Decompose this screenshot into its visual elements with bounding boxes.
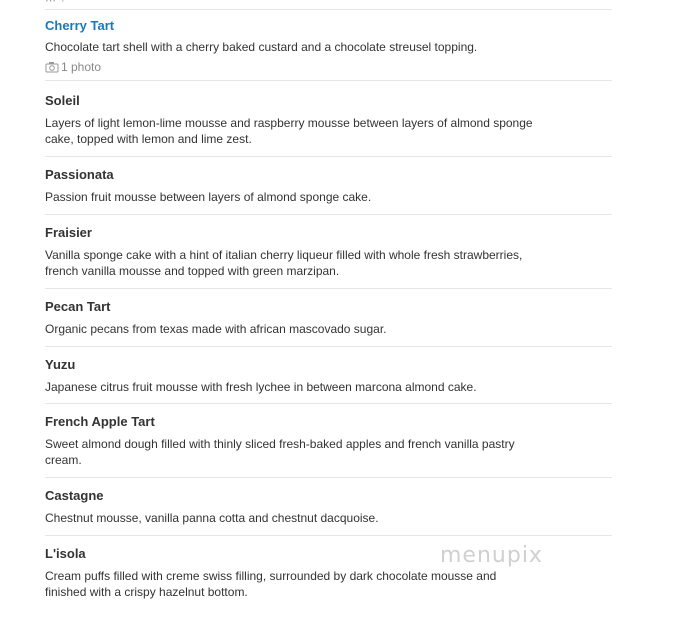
menu-item (45, 10, 612, 81)
menu-item-description: Japanese citrus fruit mousse with fresh lychee in between marcona almond cake. (45, 380, 477, 394)
menu-item (45, 404, 612, 478)
menu-item (45, 347, 612, 404)
photo-count-label: 1 photo (61, 60, 102, 74)
menu-item-description: Vanilla sponge cake with a hint of italian cherry liqueur filled with whole fresh strawberries, french vanilla mousse and topped with green marzipan. (45, 248, 523, 278)
menu-item-name: Pecan Tart (45, 299, 111, 314)
menu-item (45, 215, 612, 289)
menu-item-name-link[interactable]: Cherry Tart (45, 18, 115, 33)
menu-item (45, 478, 612, 536)
watermark-logo: menupix (440, 543, 543, 568)
menu-item-name: Castagne (45, 488, 104, 503)
menu-item-name: French Apple Tart (45, 414, 155, 429)
menu-item (45, 157, 612, 215)
menu-item-description: Organic pecans from texas made with african mascovado sugar. (45, 322, 387, 336)
menu-item-description: Cream puffs filled with creme swiss filling, surrounded by dark chocolate mousse and finished with a crispy hazelnut bottom. (45, 569, 497, 599)
previous-item-stub (45, 0, 612, 10)
menu-item-description: Passion fruit mousse between layers of almond sponge cake. (45, 190, 372, 204)
menu-item-description: Chestnut mousse, vanilla panna cotta and chestnut dacquoise. (45, 511, 379, 525)
menu-item-description: Sweet almond dough filled with thinly sliced fresh-baked apples and french vanilla pastry cream. (45, 437, 515, 467)
menu-item-name: Soleil (45, 93, 80, 108)
menu-item-name: L'isola (45, 546, 86, 561)
menu-item-name: Yuzu (45, 357, 76, 372)
menu-item-name: Passionata (45, 167, 114, 182)
camera-icon (45, 61, 59, 73)
menu-item (45, 81, 612, 157)
menu-list (45, 10, 612, 606)
menu-item-name: Fraisier (45, 225, 92, 240)
photo-count-link[interactable] (45, 59, 612, 75)
menu-item-description: Chocolate tart shell with a cherry baked custard and a chocolate streusel topping. (45, 40, 478, 54)
menu-item-description: Layers of light lemon-lime mousse and raspberry mousse between layers of almond sponge cake, topped with lemon and lime zest. (45, 116, 533, 146)
menu-item (45, 289, 612, 347)
previous-item-fragment: ⋯ · (45, 0, 66, 7)
